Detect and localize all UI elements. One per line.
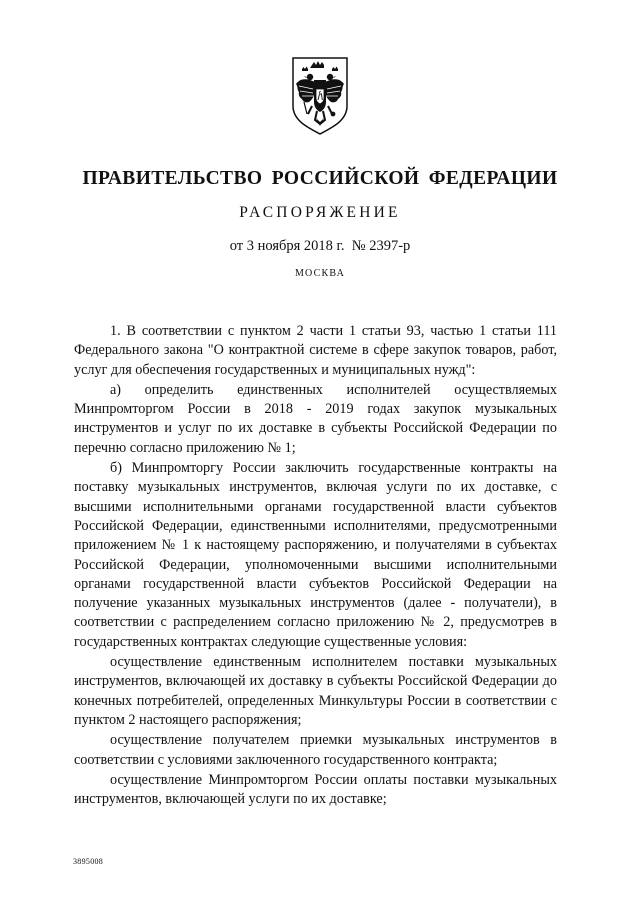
paragraph-1a: а) определить единственных исполнителей осуществляемых Минпромторгом России в 2018 - 2019 годах закупок музыкальных инструментов и услуг по их доставке в субъекты Российской Федерации по перечню согласно приложению № 1; (74, 381, 557, 456)
organization-title: ПРАВИТЕЛЬСТВО РОССИЙСКОЙ ФЕДЕРАЦИИ (82, 168, 558, 189)
coat-of-arms-icon (285, 56, 355, 136)
condition-payment: осуществление Минпромторгом России оплаты поставки музыкальных инструментов, включающей услуги по их доставке; (74, 771, 557, 808)
document-type: РАСПОРЯЖЕНИЕ (239, 204, 401, 221)
city-name: МОСКВА (294, 268, 346, 279)
condition-acceptance: осуществление получателем приемки музыкальных инструментов в соответствии с условиями заключенного государственного контракта; (74, 732, 557, 768)
paragraph-1b: б) Минпромторгу России заключить государственные контракты на поставку музыкальных инструментов, включая услуги по их доставке, с высшими исполнительными органами государственной власти субъектов Российской Федерации, единственными исполнителями, предусмотренными приложением № 1 к настоящему распоряжению, и получателями в субъектах Российской Федерации, уполномоченными высшими исполнительными органами государственной власти субъектов Российской Федерации на получение указанных музыкальных инструментов (далее - получатели), в соответствии с распределением согласно приложению № 2, предусмотрев в государственных контрактах следующие существенные условия: (74, 460, 557, 650)
document-body (74, 322, 557, 810)
document-code: 3895008 (73, 857, 104, 866)
paragraph-1: 1. В соответствии с пунктом 2 части 1 статьи 93, частью 1 статьи 111 Федерального закона "О контрактной системе в сфере закупок товаров, работ, услуг для обеспечения государственных и муниципальных нужд": (74, 323, 557, 378)
condition-delivery: осуществление единственным исполнителем поставки музыкальных инструментов, включающей их доставку в субъекты Российской Федерации до конечных потребителей, определенных Минкультуры России в соответствии с пунктом 2 настоящего распоряжения; (74, 654, 557, 728)
document-date-number: от 3 ноября 2018 г. № 2397-р (229, 238, 411, 254)
